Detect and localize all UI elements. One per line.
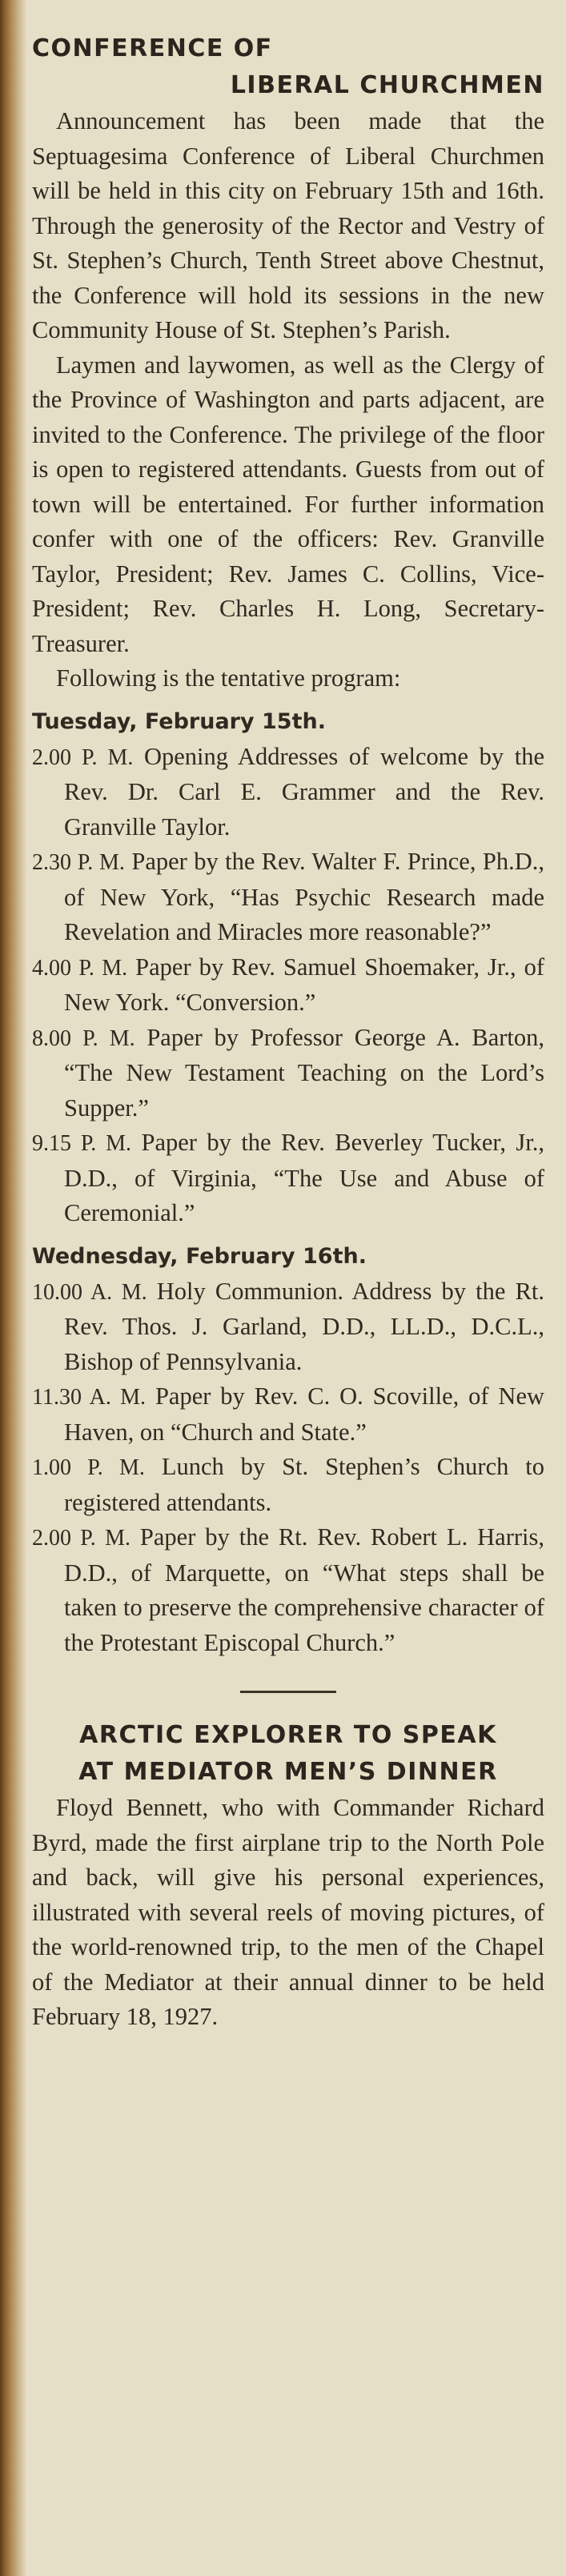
- program-item: [32, 1021, 544, 1126]
- program-item: [32, 1520, 544, 1660]
- program-text: Paper by Rev. C. O. Scoville, of New Haven, on “Church and State.”: [64, 1382, 545, 1446]
- section-divider: [240, 1691, 336, 1693]
- paragraph-program-intro: Following is the tentative program:: [56, 664, 401, 692]
- program-time: 2.00 P. M.: [32, 1526, 130, 1551]
- program-text: Paper by the Rt. Rev. Robert L. Harris, D.D., of Marquette, on “What steps shall be taken to preserve the comprehensive character of the Protestant Episcopal Church.”: [64, 1523, 544, 1656]
- program-time: 8.00 P. M.: [32, 1025, 135, 1051]
- heading-line-2: AT MEDIATOR MEN’S DINNER: [78, 1758, 498, 1786]
- program-item: [32, 1450, 544, 1520]
- program-item: [32, 845, 544, 950]
- program-time: 4.00 P. M.: [32, 955, 128, 981]
- program-text: Lunch by St. Stephen’s Church to registered attendants.: [64, 1453, 544, 1516]
- program-time: 2.00 P. M.: [32, 744, 134, 770]
- program-day-tuesday: [32, 704, 544, 1231]
- program-item: [32, 740, 544, 845]
- program-time: 2.30 P. M.: [32, 850, 125, 875]
- heading-line-1: ARCTIC EXPLORER TO SPEAK: [79, 1721, 497, 1749]
- program-item: [32, 1274, 544, 1380]
- program-time: 10.00 A. M.: [32, 1279, 147, 1305]
- page-binding-edge: [0, 0, 27, 2576]
- program-text: Paper by Professor George A. Barton, “The New Testament Teaching on the Lord’s Supper.”: [64, 1023, 544, 1121]
- heading-line-1: CONFERENCE OF: [32, 34, 273, 62]
- program-item: [32, 950, 544, 1021]
- program-text: Opening Addresses of welcome by the Rev. Dr. Carl E. Grammer and the Rev. Granville Taylor.: [64, 742, 544, 841]
- article-heading-conference: [32, 30, 544, 104]
- program-text: Holy Communion. Address by the Rt. Rev. Thos. J. Garland, D.D., LL.D., D.C.L., Bishop of Pennsylvania.: [64, 1277, 545, 1375]
- program-text: Paper by the Rev. Walter F. Prince, Ph.D., of New York, “Has Psychic Research made Revelation and Miracles more reasonable?”: [64, 848, 544, 945]
- program-time: 1.00 P. M.: [32, 1455, 145, 1480]
- paragraph-announcement: Announcement has been made that the Septuagesima Conference of Liberal Churchmen will be held in this city on February 15th and 16th. Through the generosity of the Rector and Vestry of St. Stephen’s Church, Tenth Street above Chestnut, the Conference will hold its sessions in the new Community House of St. Stephen’s Parish.: [32, 107, 544, 343]
- program-time: 9.15 P. M.: [32, 1131, 132, 1156]
- paragraph-explorer: Floyd Bennett, who with Commander Richard Byrd, made the first airplane trip to the North Pole and back, will give his personal experiences, illustrated with several reels of moving pictures, of the world-renowned trip, to the men of the Chapel of the Mediator at their annual dinner to be held February 18, 1927.: [32, 1794, 544, 2030]
- program-day-heading: Wednesday, February 16th.: [32, 1243, 367, 1269]
- program-time: 11.30 A. M.: [32, 1385, 147, 1410]
- program-item: [32, 1125, 544, 1231]
- program-day-wednesday: [32, 1239, 544, 1661]
- program-text: Paper by the Rev. Beverley Tucker, Jr., D.D., of Virginia, “The Use and Abuse of Ceremonial.”: [64, 1129, 544, 1226]
- article-heading-arctic-explorer: [32, 1717, 544, 1791]
- document-page: [32, 0, 544, 2035]
- heading-line-2: LIBERAL CHURCHMEN: [230, 71, 544, 99]
- program-text: Paper by Rev. Samuel Shoemaker, Jr., of New York. “Conversion.”: [64, 953, 545, 1016]
- program-item: [32, 1379, 544, 1450]
- program-day-heading: Tuesday, February 15th.: [32, 708, 326, 734]
- paragraph-invitation: Laymen and laywomen, as well as the Clergy of the Province of Washington and parts adjacent, are invited to the Conference. The privilege of the floor is open to registered attendants. Guests from out of town will be entertained. For further information confer with one of the officers: Rev. Granville Taylor, President; Rev. James C. Collins, Vice-President; Rev. Charles H. Long, Secretary-Treasurer.: [32, 351, 544, 657]
